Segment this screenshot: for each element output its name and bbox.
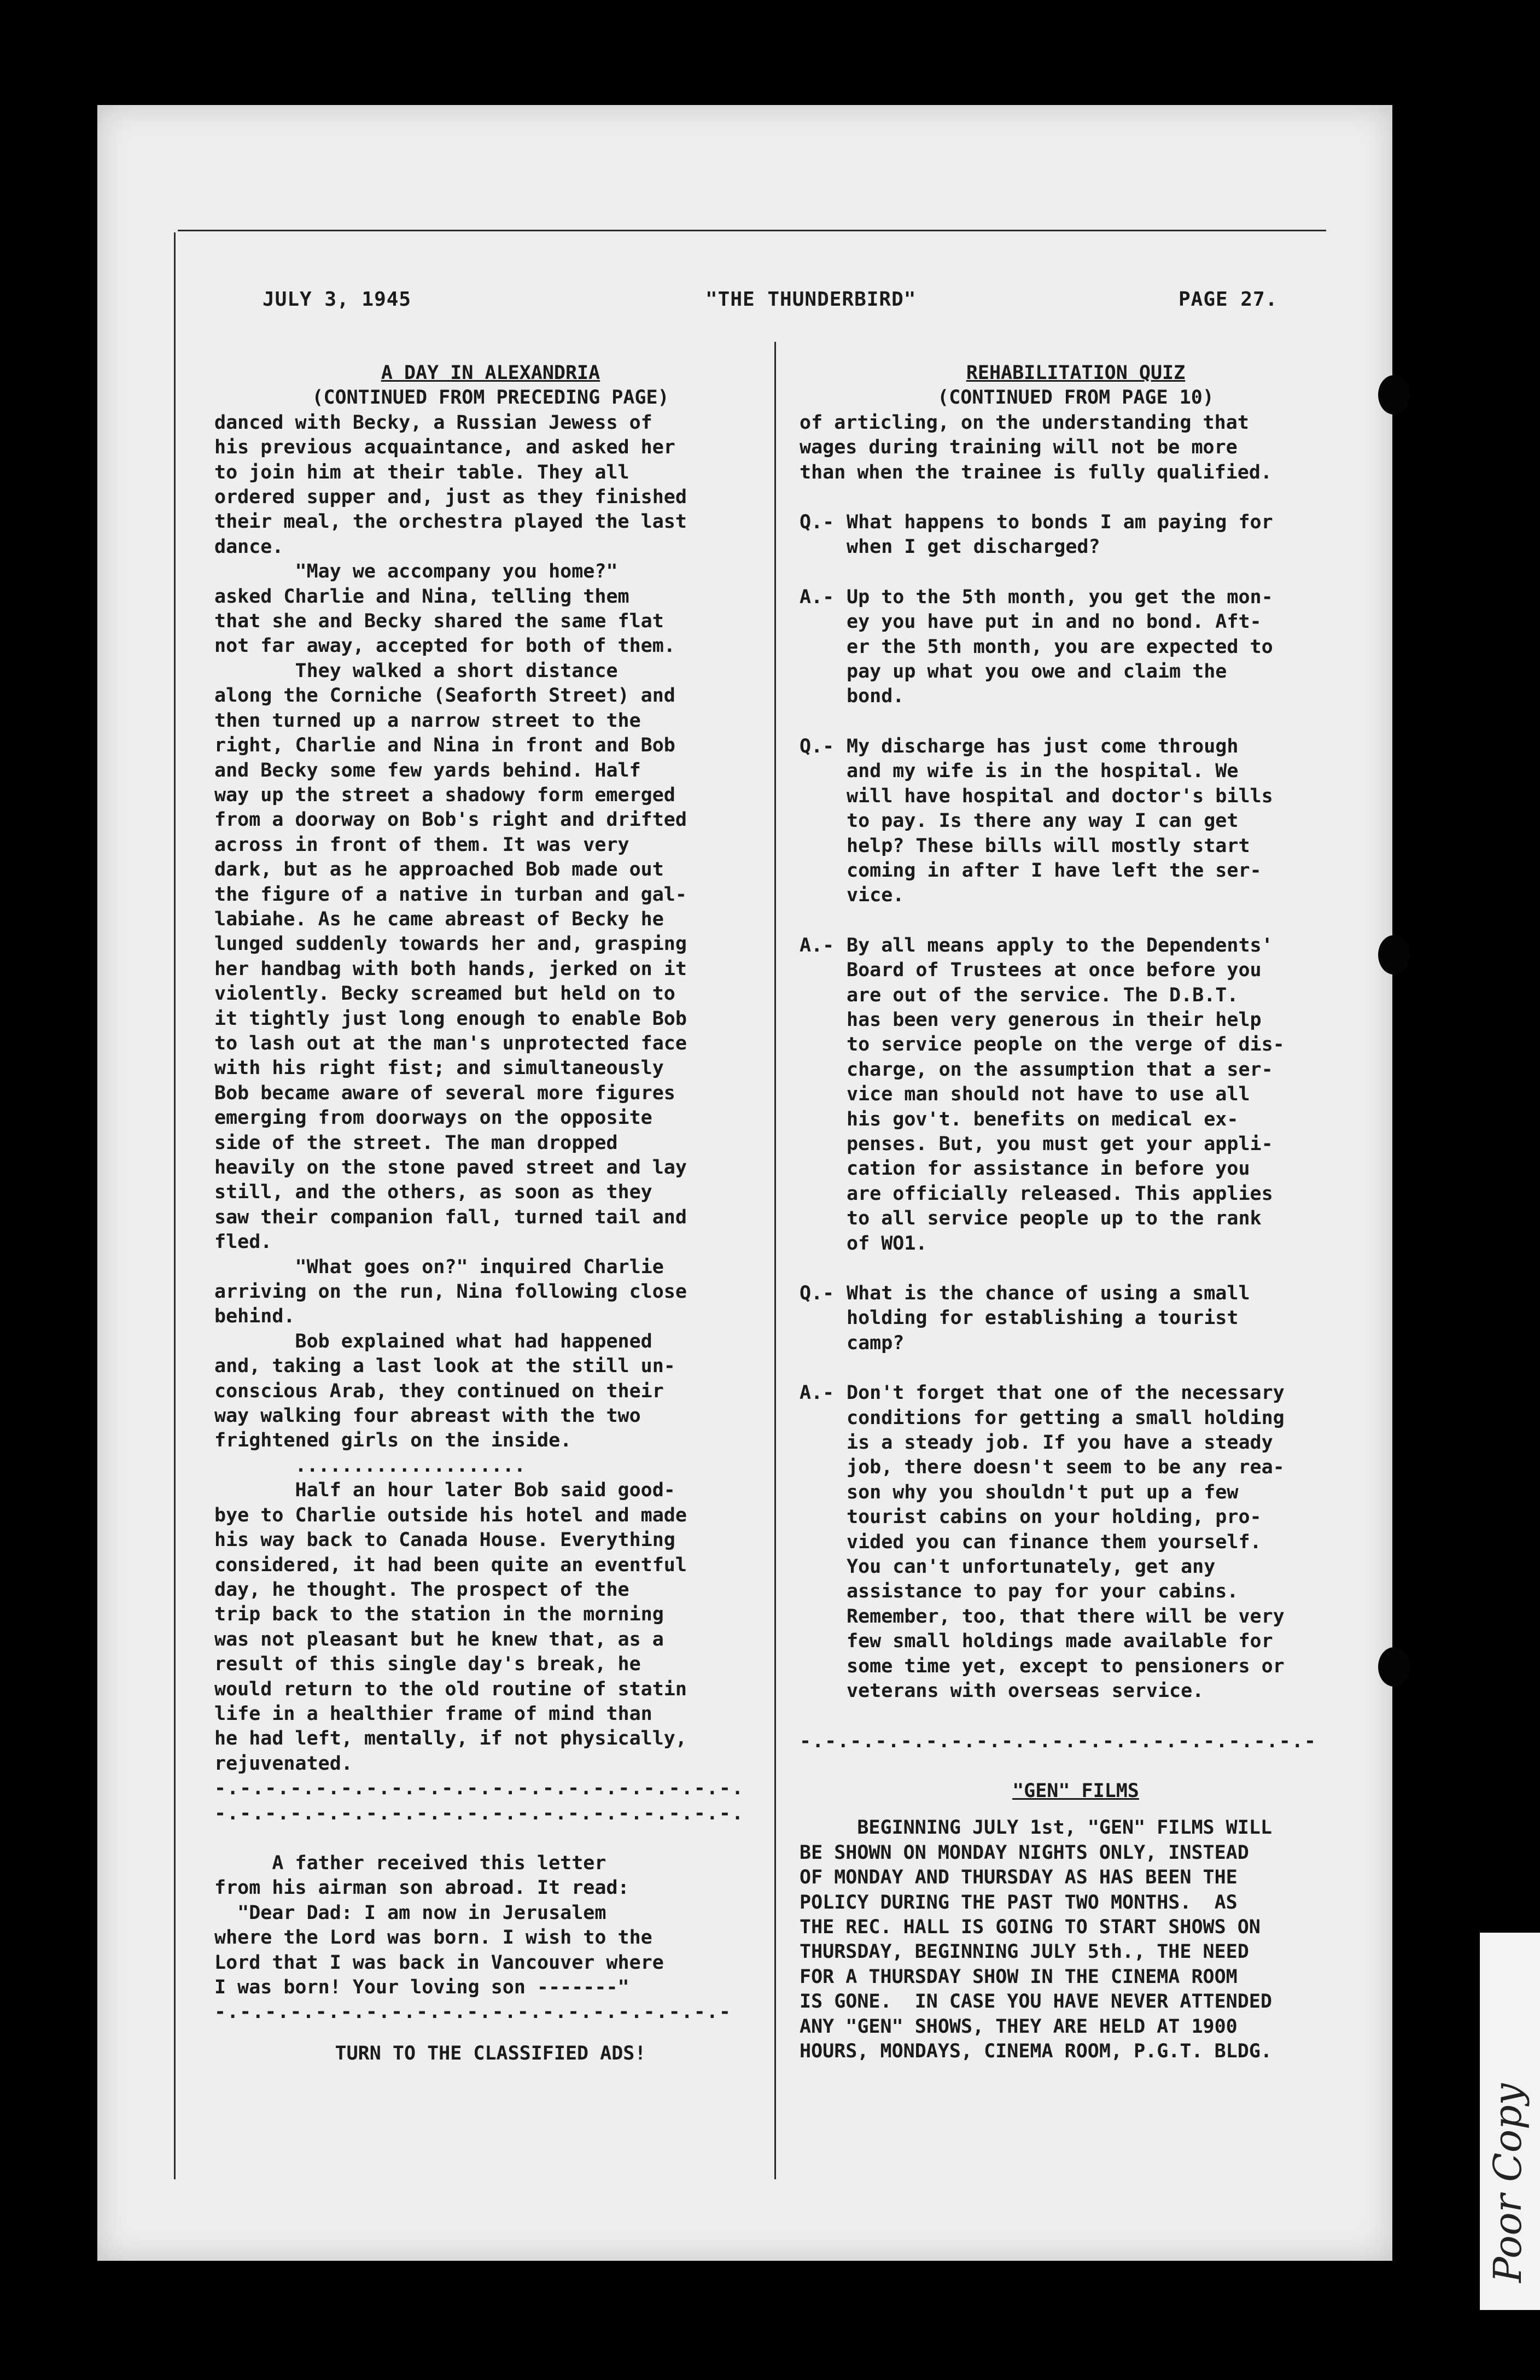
text-line: of WO1. <box>847 1232 928 1255</box>
article-title: A DAY IN ALEXANDRIA <box>381 362 600 384</box>
text-line: wages during training will not be more <box>800 436 1238 459</box>
text-line: when I get discharged? <box>847 536 1100 558</box>
text-line: Half an hour later Bob said good- <box>214 1479 675 1502</box>
text-line: dance. <box>214 535 284 558</box>
dash-rule: -.-.-.-.-.-.-.-.-.-.-.-.-.-.-.-.-.-.-.-.-. <box>214 1802 745 1824</box>
left-rule <box>174 232 176 2179</box>
text-line: few small holdings made available for <box>847 1630 1273 1653</box>
qa-tag: A.- <box>800 934 835 956</box>
text-line: My discharge has just come through <box>847 735 1239 757</box>
text-line: lunged suddenly towards her and, grasping <box>214 933 687 955</box>
right-column <box>800 361 1352 2064</box>
text-line: frightened girls on the inside. <box>214 1430 572 1452</box>
text-line: dark, but as he approached Bob made out <box>214 859 664 881</box>
article-conclusion <box>214 1478 767 1776</box>
text-line: bond. <box>847 685 905 708</box>
qa-text <box>847 734 1352 908</box>
text-line: fled. <box>214 1231 272 1253</box>
text-line: saw their companion fall, turned tail and <box>214 1206 687 1228</box>
top-rule <box>178 230 1326 231</box>
text-line: has been very generous in their help <box>847 1008 1262 1031</box>
films-notice <box>800 1816 1352 2064</box>
text-line: with his right fist; and simultaneously <box>214 1057 664 1080</box>
issue-date: JULY 3, 1945 <box>262 288 412 311</box>
qa-tag: A.- <box>800 1382 835 1404</box>
left-column <box>214 361 767 2066</box>
question <box>800 1281 1352 1356</box>
qa-tag: A.- <box>800 586 835 608</box>
quiz-continued-note: (CONTINUED FROM PAGE 10) <box>937 387 1214 409</box>
text-line: ANY "GEN" SHOWS, THEY ARE HELD AT 1900 <box>800 2015 1238 2038</box>
text-line: life in a healthier frame of mind than <box>214 1702 652 1725</box>
text-line: labiahe. As he came abreast of Becky he <box>214 908 664 930</box>
question <box>800 510 1352 560</box>
text-line: violently. Becky screamed but held on to <box>214 983 675 1005</box>
text-line: to lash out at the man's unprotected face <box>214 1032 687 1054</box>
text-line: are officially released. This applies <box>847 1182 1273 1205</box>
text-line: er the 5th month, you are expected to <box>847 635 1273 658</box>
dot-separator: .................... <box>214 1454 526 1477</box>
text-line: camp? <box>847 1332 905 1354</box>
text-line: right, Charlie and Nina in front and Bob <box>214 734 675 757</box>
text-line: danced with Becky, a Russian Jewess of <box>214 411 652 434</box>
text-line: help? These bills will mostly start <box>847 835 1250 857</box>
qa-text <box>847 1381 1352 1704</box>
text-line: emerging from doorways on the opposite <box>214 1107 652 1129</box>
text-line: his gov't. benefits on medical ex- <box>847 1108 1239 1130</box>
dash-rule: -.-.-.-.-.-.-.-.-.-.-.-.-.-.-.-.-.-.-.-.- <box>800 1730 1317 1752</box>
text-line: coming in after I have left the ser- <box>847 859 1262 882</box>
text-line: not far away, accepted for both of them. <box>214 635 675 657</box>
text-line: Remember, too, that there will be very <box>847 1605 1285 1628</box>
text-line: assistance to pay for your cabins. <box>847 1580 1239 1603</box>
dash-rule: -.-.-.-.-.-.-.-.-.-.-.-.-.-.-.-.-.-.-.-.- <box>214 2001 732 2023</box>
text-line: result of this single day's break, he <box>214 1653 641 1676</box>
quiz-questions <box>800 485 1352 1704</box>
text-line: bye to Charlie outside his hotel and made <box>214 1504 687 1526</box>
text-line: arriving on the run, Nina following close <box>214 1281 687 1303</box>
text-line: vice man should not have to use all <box>847 1083 1250 1106</box>
quiz-title: REHABILITATION QUIZ <box>966 362 1186 384</box>
column-divider <box>774 342 776 2179</box>
text-line: veterans with overseas service. <box>847 1680 1204 1702</box>
text-line: OF MONDAY AND THURSDAY AS HAS BEEN THE <box>800 1866 1238 1889</box>
text-line: holding for establishing a tourist <box>847 1307 1239 1329</box>
answer <box>800 585 1352 709</box>
text-line: cation for assistance in before you <box>847 1158 1250 1180</box>
qa-tag: Q.- <box>800 735 835 757</box>
text-line: IS GONE. IN CASE YOU HAVE NEVER ATTENDED <box>800 1991 1272 2013</box>
page-number: PAGE 27. <box>1179 288 1278 311</box>
text-line: from a doorway on Bob's right and drifted <box>214 809 687 831</box>
dash-rule: -.-.-.-.-.-.-.-.-.-.-.-.-.-.-.-.-.-.-.-.-. <box>214 1777 745 1800</box>
text-line: their meal, the orchestra played the last <box>214 511 687 533</box>
text-line: You can't unfortunately, get any <box>847 1556 1216 1578</box>
text-line: rejuvenated. <box>214 1752 353 1775</box>
answer <box>800 934 1352 1256</box>
text-line: asked Charlie and Nina, telling them <box>214 585 629 608</box>
qa-tag: Q.- <box>800 1282 835 1304</box>
text-line: the figure of a native in turban and gal- <box>214 883 687 906</box>
text-line: side of the street. The man dropped <box>214 1131 618 1154</box>
text-line: heavily on the stone paved street and lay <box>214 1157 687 1179</box>
text-line: Board of Trustees at once before you <box>847 959 1262 982</box>
qa-tag: Q.- <box>800 511 835 534</box>
text-line: considered, it had been quite an eventful <box>214 1554 687 1576</box>
text-line: and Becky some few yards behind. Half <box>214 759 641 781</box>
text-line: vided you can finance them yourself. <box>847 1531 1262 1553</box>
text-line: to join him at their table. They all <box>214 461 629 483</box>
text-line: will have hospital and doctor's bills <box>847 785 1273 807</box>
text-line: to service people on the verge of dis- <box>847 1034 1285 1056</box>
article-body <box>214 411 767 1454</box>
qa-text <box>847 1281 1352 1356</box>
text-line: was not pleasant but he knew that, as a <box>214 1628 664 1650</box>
margin-note <box>1480 1933 1540 2310</box>
punch-hole <box>1378 935 1410 975</box>
text-line: way up the street a shadowy form emerged <box>214 784 675 806</box>
text-line: vice. <box>847 884 905 907</box>
qa-text <box>847 934 1352 1256</box>
text-line: "Dear Dad: I am now in Jerusalem <box>214 1901 606 1924</box>
text-line: and, taking a last look at the still un- <box>214 1355 675 1378</box>
text-line: A father received this letter <box>214 1852 606 1874</box>
text-line: By all means apply to the Dependents' <box>847 934 1273 956</box>
text-line: along the Corniche (Seaforth Street) and <box>214 685 675 707</box>
text-line: tourist cabins on your holding, pro- <box>847 1506 1262 1529</box>
text-line: What is the chance of using a small <box>847 1282 1250 1304</box>
text-line: to pay. Is there any way I can get <box>847 810 1239 832</box>
text-line: Up to the 5th month, you get the mon- <box>847 586 1273 608</box>
text-line: her handbag with both hands, jerked on it <box>214 958 687 980</box>
text-line: "May we accompany you home?" <box>214 561 618 583</box>
margin-note-text: Poor Copy <box>1485 2083 1530 2283</box>
text-line: What happens to bonds I am paying for <box>847 511 1273 534</box>
text-line: and my wife is in the hospital. We <box>847 760 1239 783</box>
text-line: it tightly just long enough to enable Bob <box>214 1007 687 1030</box>
text-line: "What goes on?" inquired Charlie <box>214 1256 664 1278</box>
text-line: conscious Arab, they continued on their <box>214 1380 664 1402</box>
classified-ads-footer: TURN TO THE CLASSIFIED ADS! <box>335 2042 646 2064</box>
text-line: ordered supper and, just as they finished <box>214 486 687 509</box>
quiz-intro <box>800 411 1352 485</box>
letter-anecdote <box>214 1851 767 2000</box>
text-line: Bob explained what had happened <box>214 1330 652 1352</box>
text-line: THURSDAY, BEGINNING JULY 5th., THE NEED <box>800 1941 1249 1963</box>
continued-note: (CONTINUED FROM PRECEDING PAGE) <box>312 387 669 409</box>
text-line: THE REC. HALL IS GOING TO START SHOWS ON <box>800 1916 1261 1938</box>
punch-hole <box>1378 1647 1410 1687</box>
text-line: charge, on the assumption that a ser- <box>847 1058 1273 1081</box>
text-line: than when the trainee is fully qualified. <box>800 461 1272 483</box>
text-line: pay up what you owe and claim the <box>847 661 1227 683</box>
text-line: across in front of them. It was very <box>214 833 629 856</box>
text-line: Don't forget that one of the necessary <box>847 1382 1285 1404</box>
text-line: his way back to Canada House. Everything <box>214 1529 675 1551</box>
text-line: penses. But, you must get your appli- <box>847 1133 1273 1155</box>
text-line: job, there doesn't seem to be any rea- <box>847 1456 1285 1479</box>
text-line: is a steady job. If you have a steady <box>847 1432 1273 1454</box>
text-line: then turned up a narrow street to the <box>214 709 641 732</box>
text-line: I was born! Your loving son -------" <box>214 1976 629 1998</box>
text-line: some time yet, except to pensioners or <box>847 1655 1285 1677</box>
text-line: POLICY DURING THE PAST TWO MONTHS. AS <box>800 1891 1238 1914</box>
text-line: behind. <box>214 1305 295 1328</box>
text-line: he had left, mentally, if not physically, <box>214 1728 687 1750</box>
films-title: "GEN" FILMS <box>1012 1780 1139 1802</box>
qa-text <box>847 585 1352 709</box>
publication-name: "THE THUNDERBIRD" <box>705 288 917 311</box>
punch-hole <box>1378 375 1410 415</box>
text-line: would return to the old routine of statin <box>214 1678 687 1700</box>
qa-text <box>847 510 1352 560</box>
text-line: his previous acquaintance, and asked her <box>214 436 675 459</box>
text-line: ey you have put in and no bond. Aft- <box>847 611 1262 633</box>
text-line: son why you shouldn't put up a few <box>847 1481 1239 1503</box>
text-line: BEGINNING JULY 1st, "GEN" FILMS WILL <box>800 1817 1272 1839</box>
text-line: BE SHOWN ON MONDAY NIGHTS ONLY, INSTEAD <box>800 1841 1249 1864</box>
text-line: where the Lord was born. I wish to the <box>214 1927 652 1949</box>
text-line: of articling, on the understanding that <box>800 411 1249 434</box>
text-line: conditions for getting a small holding <box>847 1407 1285 1429</box>
question <box>800 734 1352 908</box>
answer <box>800 1381 1352 1704</box>
text-line: from his airman son abroad. It read: <box>214 1877 629 1899</box>
text-line: FOR A THURSDAY SHOW IN THE CINEMA ROOM <box>800 1965 1238 1988</box>
text-line: Bob became aware of several more figures <box>214 1082 675 1104</box>
text-line: are out of the service. The D.B.T. <box>847 984 1239 1006</box>
text-line: that she and Becky shared the same flat <box>214 610 664 633</box>
text-line: trip back to the station in the morning <box>214 1603 664 1626</box>
text-line: HOURS, MONDAYS, CINEMA ROOM, P.G.T. BLDG. <box>800 2040 1272 2062</box>
text-line: They walked a short distance <box>214 660 618 682</box>
text-line: to all service people up to the rank <box>847 1208 1262 1230</box>
text-line: day, he thought. The prospect of the <box>214 1578 629 1601</box>
text-line: way walking four abreast with the two <box>214 1405 641 1427</box>
text-line: still, and the others, as soon as they <box>214 1181 652 1204</box>
text-line: Lord that I was back in Vancouver where <box>214 1951 664 1974</box>
